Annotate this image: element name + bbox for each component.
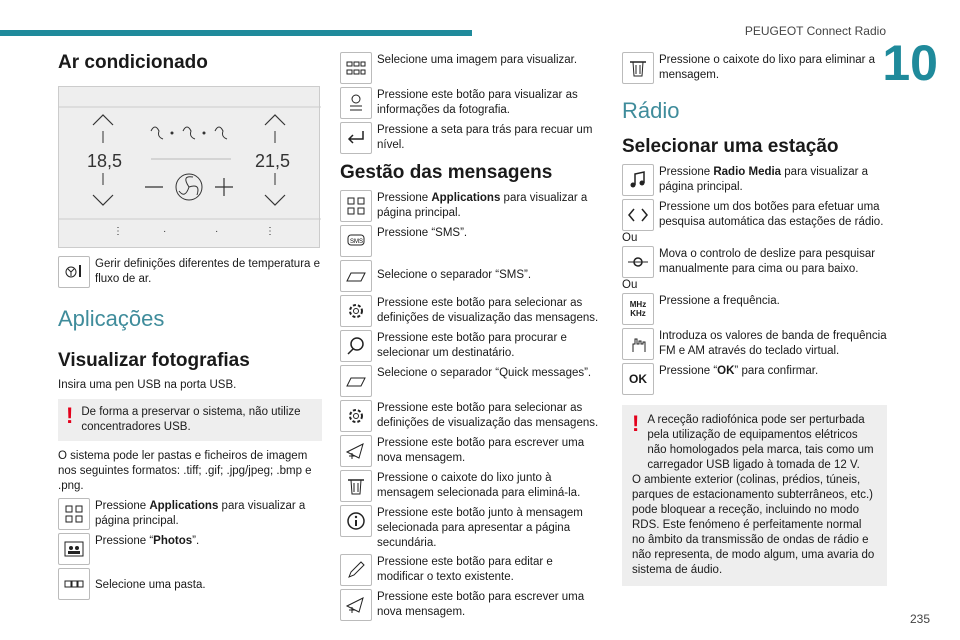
r6-pre: Pressione “	[659, 365, 718, 377]
photos-step-3	[58, 568, 322, 600]
img-step-text: Selecione uma imagem para visualizar.	[377, 54, 578, 66]
formats-text: O sistema pode ler pastas e ficheiros de imagem nos seguintes formatos: .tiff; .gif; .jpg/jpeg; .bmp e .png.	[58, 450, 312, 492]
info-step-text: Pressione este botão para visualizar as informações da fotografia.	[377, 89, 578, 116]
step2-bold: Photos	[153, 535, 193, 547]
step2-pre: Pressione “	[95, 535, 154, 547]
radio-step-2	[622, 199, 887, 231]
m3-text: Selecione o separador “SMS”.	[377, 269, 532, 281]
header-bar	[0, 30, 472, 36]
back-step-text: Pressione a seta para trás para recuar um nível.	[377, 124, 593, 151]
khz-label: KHz	[630, 309, 646, 318]
m1-bold: Applications	[431, 192, 501, 204]
info-icon	[340, 87, 372, 119]
m5-text: Pressione este botão para procurar e selecionar um destinatário.	[377, 332, 567, 359]
r5-text: Introduza os valores de banda de frequência FM e AM através do teclado virtual.	[659, 330, 887, 357]
station-title: Selecionar uma estação	[622, 136, 839, 157]
m4-text: Pressione este botão para selecionar as definições de visualização das mensagens.	[377, 297, 599, 324]
radio-step-3	[622, 246, 887, 278]
reception-warning-box	[622, 405, 887, 586]
ac-panel-illustration	[58, 86, 320, 248]
frequency-icon	[622, 293, 654, 325]
msg-step-5	[340, 330, 602, 362]
box-warning-text: A receção radiofónica pode ser perturbada pela utilização de equipamentos elétricos não homologados pela marca, tais como um carregador USB ligado à tomada de 12 V.	[647, 414, 874, 471]
m8-text: Pressione este botão para escrever uma nova mensagem.	[377, 437, 585, 464]
chevrons-icon	[622, 199, 654, 231]
column-2	[340, 52, 602, 624]
image-grid-icon	[340, 52, 372, 84]
r1-post: para visualizar a página principal.	[659, 166, 869, 193]
trash-text: Pressione o caixote do lixo para eliminar a mensagem.	[659, 54, 876, 81]
r3-text: Mova o controlo de deslize para pesquisar manualmente para cima ou para baixo.	[659, 248, 876, 275]
sms-icon	[340, 225, 372, 257]
trash-icon	[340, 470, 372, 502]
radio-step-1	[622, 164, 887, 196]
usb-warning-text: De forma a preservar o sistema, não utilize concentradores USB.	[81, 406, 301, 433]
fan-temp-icon	[58, 256, 90, 288]
info-step	[340, 87, 602, 119]
trash-icon	[622, 52, 654, 84]
radio-step-5	[622, 328, 887, 360]
svg-text:⋮: ⋮	[265, 226, 275, 237]
photos-step-2	[58, 533, 322, 565]
or-label-2: Ou	[622, 279, 638, 291]
step1-post: para visualizar a página principal.	[95, 500, 306, 527]
r6-bold: OK	[717, 365, 735, 377]
m7-text: Pressione este botão para selecionar as definições de visualização das mensagens.	[377, 402, 599, 429]
step1-bold: Applications	[149, 500, 219, 512]
gear-icon	[340, 295, 372, 327]
temp-right: 21,5	[255, 151, 291, 171]
step3-text: Selecione uma pasta.	[95, 579, 206, 591]
r6-post: ” para confirmar.	[734, 365, 819, 377]
trash-step	[622, 52, 887, 84]
warning-icon: !	[632, 411, 640, 436]
pencil-icon	[340, 554, 372, 586]
tab-icon	[340, 260, 372, 292]
msg-step-7	[340, 400, 602, 432]
column-1	[58, 52, 322, 603]
radio-step-4	[622, 293, 887, 325]
tab-icon	[340, 365, 372, 397]
m2-text: Pressione “SMS”.	[377, 227, 468, 239]
page-number: 235	[909, 612, 930, 626]
ac-manage-row	[58, 256, 322, 288]
photos-icon	[58, 533, 90, 565]
msg-step-1	[340, 190, 602, 222]
box-warning	[632, 413, 877, 473]
slider-icon	[622, 246, 654, 278]
usb-warning	[58, 399, 322, 441]
step2-post: ”.	[192, 535, 200, 547]
msg-step-2	[340, 225, 602, 257]
m11-text: Pressione este botão para editar e modificar o texto existente.	[377, 556, 553, 583]
ok-icon: OK	[622, 363, 654, 395]
new-message-icon	[340, 435, 372, 467]
msg-step-11	[340, 554, 602, 586]
msg-step-8	[340, 435, 602, 467]
music-note-icon	[622, 164, 654, 196]
section-title-ac: Ar condicionado	[58, 52, 208, 73]
radio-step-6	[622, 363, 887, 395]
gear-icon	[340, 400, 372, 432]
svg-text:·: ·	[163, 226, 167, 237]
svg-text:⋮: ⋮	[113, 226, 123, 237]
warning-icon: !	[66, 403, 74, 428]
chapter-number: 10	[882, 35, 938, 91]
box-paragraph: O ambiente exterior (colinas, prédios, túneis, parques de estacionamento subterrâneos, etc.) pode bloquear a receção, incluindo no modo RDS. Este fenómeno é perfeitamente normal no âmbito da transmissão de ondas de rádio e não representa, de modo algum, uma avaria do sistema de áudio.	[632, 474, 875, 576]
messages-title: Gestão das mensagens	[340, 162, 553, 183]
msg-step-12	[340, 589, 602, 621]
column-3	[622, 52, 887, 586]
m6-text: Selecione o separador “Quick messages”.	[377, 367, 592, 379]
back-arrow-icon	[340, 122, 372, 154]
ac-manage-text: Gerir definições diferentes de temperatura e fluxo de ar.	[95, 258, 321, 285]
apps-title: Aplicações	[58, 306, 165, 331]
msg-step-10	[340, 505, 602, 551]
msg-step-9	[340, 470, 602, 502]
apps-grid-icon	[340, 190, 372, 222]
r1-bold: Radio Media	[713, 166, 782, 178]
photos-step-1	[58, 498, 322, 530]
step1-pre: Pressione	[95, 500, 150, 512]
m1-post: para visualizar a página principal.	[377, 192, 588, 219]
r4-text: Pressione a frequência.	[659, 295, 780, 307]
svg-text:·: ·	[215, 226, 219, 237]
r2-text: Pressione um dos botões para efetuar uma pesquisa automática das estações de rádio.	[659, 201, 884, 228]
temp-left: 18,5	[87, 151, 123, 171]
r1-pre: Pressione	[659, 166, 714, 178]
or-label-1: Ou	[622, 232, 638, 244]
photos-title: Visualizar fotografias	[58, 350, 250, 371]
info-circle-icon	[340, 505, 372, 537]
radio-title: Rádio	[622, 98, 680, 123]
photos-intro: Insira uma pen USB na porta USB.	[58, 379, 237, 391]
msg-step-6	[340, 365, 602, 397]
folder-icon	[58, 568, 90, 600]
new-message-icon	[340, 589, 372, 621]
img-step	[340, 52, 602, 84]
back-step	[340, 122, 602, 154]
svg-text:SMS: SMS	[350, 239, 364, 245]
mhz-label: MHz	[629, 300, 647, 309]
m10-text: Pressione este botão junto à mensagem selecionada para apresentar a página secundária.	[377, 507, 583, 549]
msg-step-4	[340, 295, 602, 327]
keyboard-hand-icon	[622, 328, 654, 360]
m1-pre: Pressione	[377, 192, 432, 204]
m9-text: Pressione o caixote do lixo junto à mensagem selecionada para eliminá-la.	[377, 472, 581, 499]
msg-step-3	[340, 260, 602, 292]
m12-text: Pressione este botão para escrever uma nova mensagem.	[377, 591, 585, 618]
apps-grid-icon	[58, 498, 90, 530]
search-icon	[340, 330, 372, 362]
page-header-title: PEUGEOT Connect Radio	[744, 24, 886, 38]
